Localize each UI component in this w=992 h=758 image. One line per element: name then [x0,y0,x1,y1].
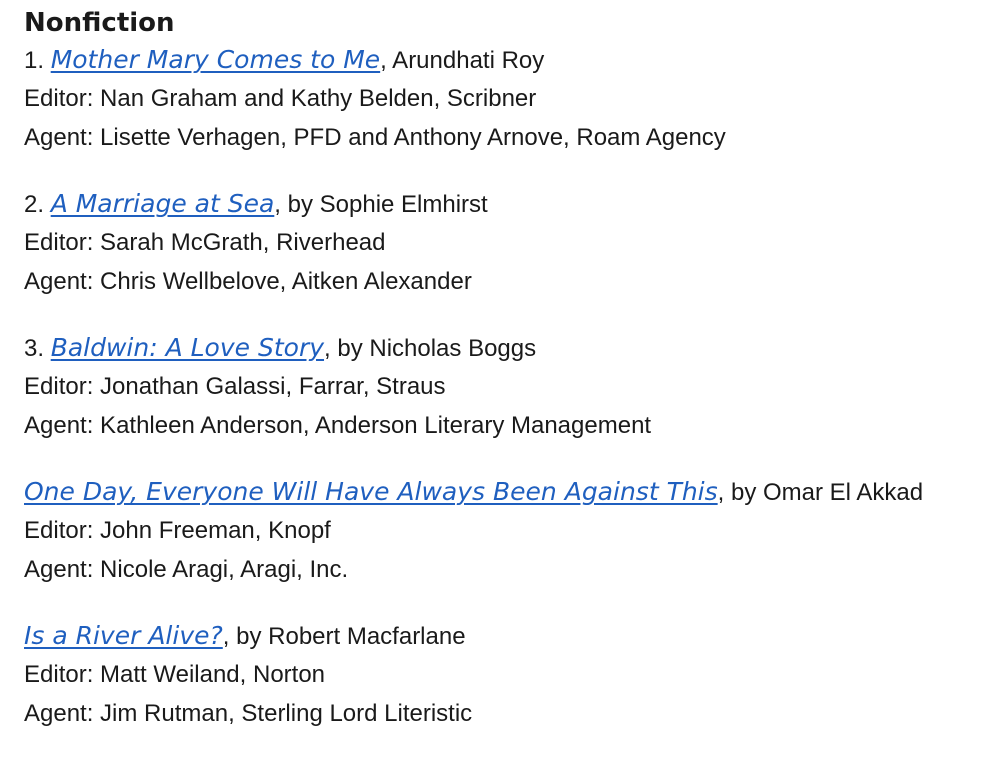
book-agent: Agent: Lisette Verhagen, PFD and Anthony Arnove, Roam Agency [24,124,726,151]
book-author: , Arundhati Roy [380,47,545,74]
book-title-line [24,40,984,79]
book-editor: Editor: Nan Graham and Kathy Belden, Scribner [24,85,537,112]
book-title-link[interactable]: A Marriage at Sea [50,189,275,218]
book-agent: Agent: Nicole Aragi, Aragi, Inc. [24,556,349,583]
book-title-link[interactable]: One Day, Everyone Will Have Always Been Against This [24,477,718,506]
book-agent: Agent: Jim Rutman, Sterling Lord Literistic [24,700,473,727]
book-author: , by Nicholas Boggs [324,335,537,362]
book-author: , by Sophie Elmhirst [274,191,488,218]
book-editor: Editor: John Freeman, Knopf [24,517,331,544]
book-entry-5 [24,616,984,733]
book-title-link[interactable]: Baldwin: A Love Story [50,333,325,362]
book-entry-3 [24,328,984,445]
book-entry-4 [24,472,984,589]
book-editor: Editor: Sarah McGrath, Riverhead [24,229,386,256]
book-author: , by Omar El Akkad [717,479,924,506]
book-title-line [24,184,984,223]
book-editor: Editor: Matt Weiland, Norton [24,661,326,688]
book-title-link[interactable]: Is a River Alive? [24,621,223,650]
book-title-line [24,472,984,511]
book-title-line [24,616,984,655]
book-title-line [24,328,984,367]
book-number: 2. [24,191,51,218]
book-title-link[interactable]: Mother Mary Comes to Me [50,45,381,74]
book-entry-2 [24,184,984,301]
article-content [24,6,984,733]
book-editor: Editor: Jonathan Galassi, Farrar, Straus [24,373,446,400]
book-agent: Agent: Kathleen Anderson, Anderson Literary Management [24,412,652,439]
book-number: 3. [24,335,51,362]
book-entry-1 [24,40,984,157]
section-heading: Nonfiction [24,8,175,38]
book-number: 1. [24,47,51,74]
book-agent: Agent: Chris Wellbelove, Aitken Alexander [24,268,472,295]
book-author: , by Robert Macfarlane [222,623,466,650]
